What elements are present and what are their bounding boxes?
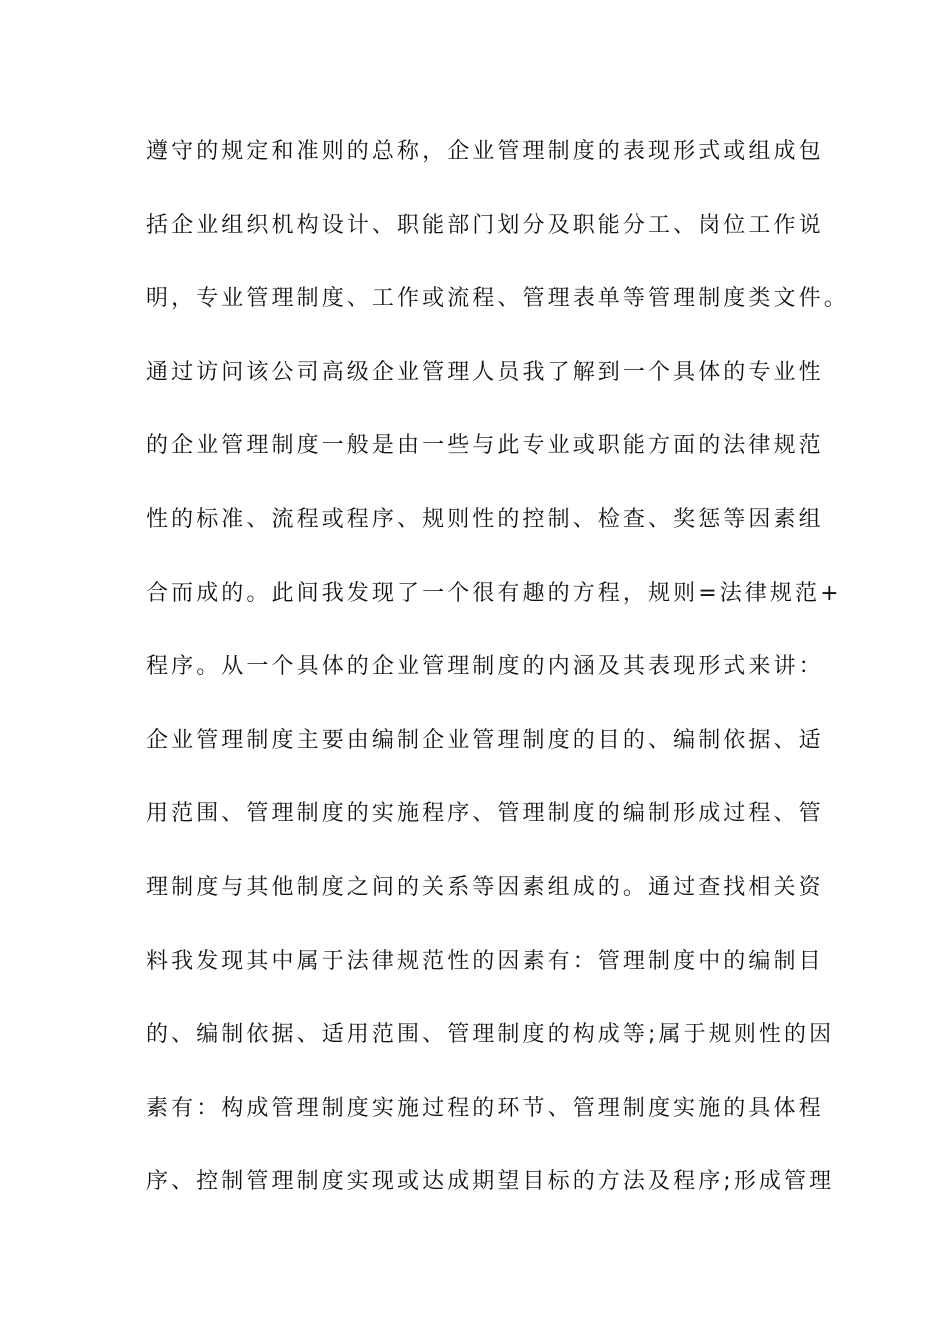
text-line: 用范围、管理制度的实施程序、管理制度的编制形成过程、管	[146, 801, 824, 827]
text-line: 的、编制依据、适用范围、管理制度的构成等;属于规则性的因	[146, 1022, 835, 1048]
text-line: 企业管理制度主要由编制企业管理制度的目的、编制依据、适	[146, 727, 824, 753]
text-line: 程序。从一个具体的企业管理制度的内涵及其表现形式来讲：	[146, 654, 824, 680]
text-line: 括企业组织机构设计、职能部门划分及职能分工、岗位工作说	[146, 212, 824, 238]
text-line: 合而成的。此间我发现了一个很有趣的方程，规则=法律规范+	[146, 580, 842, 606]
text-line: 遵守的规定和准则的总称，企业管理制度的表现形式或组成包	[146, 139, 824, 164]
text-line: 料我发现其中属于法律规范性的因素有：管理制度中的编制目	[146, 948, 824, 974]
text-line: 明，专业管理制度、工作或流程、管理表单等管理制度类文件。	[146, 286, 849, 312]
text-line: 的企业管理制度一般是由一些与此专业或职能方面的法律规范	[146, 433, 824, 459]
text-line: 理制度与其他制度之间的关系等因素组成的。通过查找相关资	[146, 874, 824, 900]
text-line: 素有：构成管理制度实施过程的环节、管理制度实施的具体程	[146, 1095, 824, 1121]
text-line: 序、控制管理制度实现或达成期望目标的方法及程序;形成管理	[146, 1169, 835, 1195]
body-text	[146, 132, 849, 1236]
text-line: 性的标准、流程或程序、规则性的控制、检查、奖惩等因素组	[146, 506, 824, 532]
text-line: 通过访问该公司高级企业管理人员我了解到一个具体的专业性	[146, 359, 824, 385]
